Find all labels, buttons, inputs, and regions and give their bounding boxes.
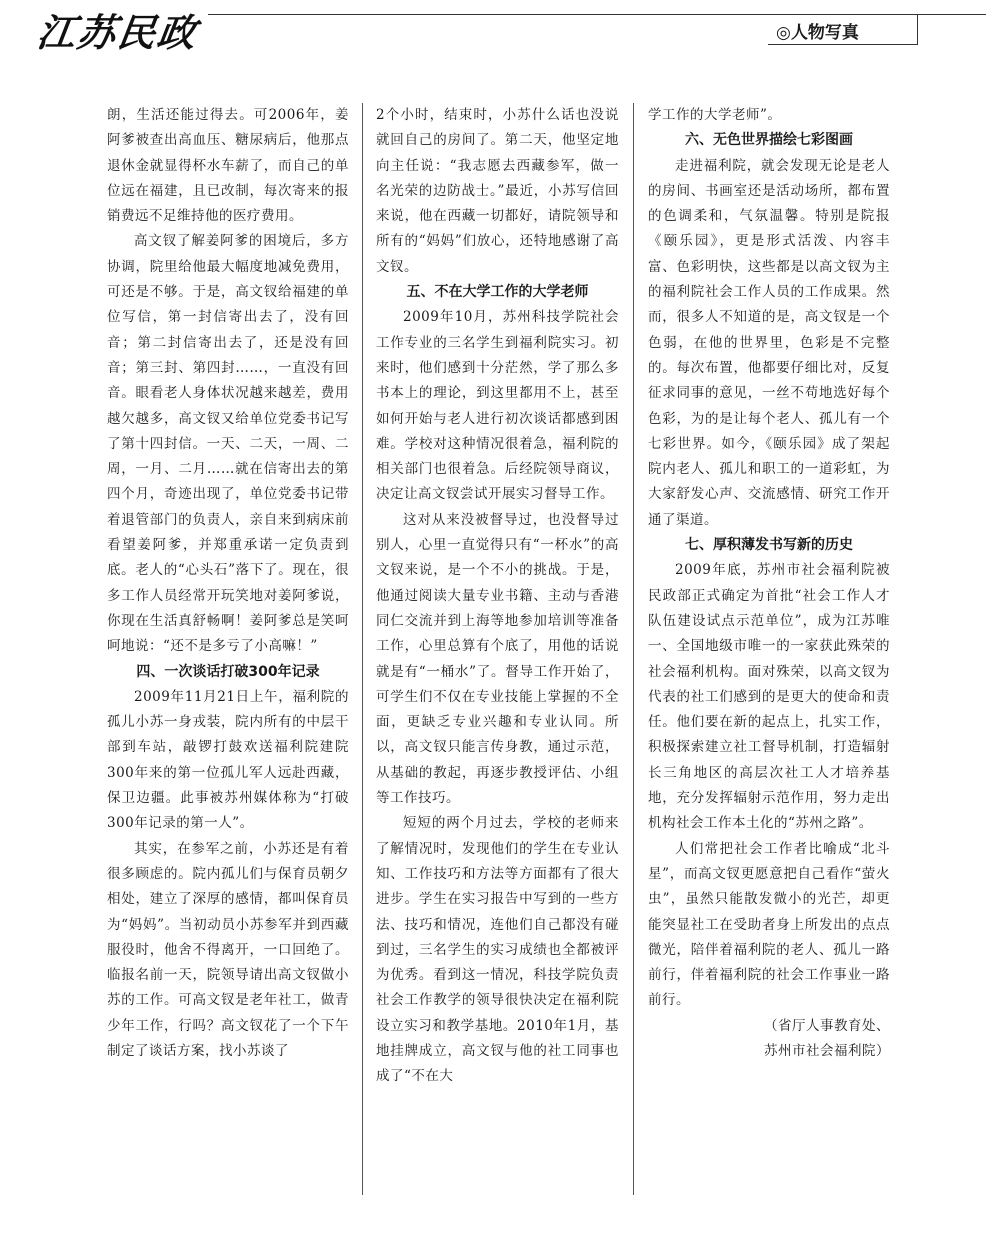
paragraph: 其实，在参军之前，小苏还是有着很多顾虑的。院内孤儿们与保育员朝夕相处，建立了深厚的感情，都叫保育员为“妈妈”。当初动员小苏参军并到西藏服役时，他舍不得离开，一口回绝了。临报名前一天，院领导请出高文钗做小苏的工作。可高文钗是老年社工，做青少年工作，行吗？高文钗花了一个下午制定了谈话方案，找小苏谈了	[107, 840, 349, 1059]
section-heading-6: 六、无色世界描绘七彩图画	[685, 132, 853, 149]
article-column-2	[376, 103, 619, 1090]
paragraph: 走进福利院，就会发现无论是老人的房间、书画室还是活动场所，都布置的色调柔和，气氛温馨。特别是院报《颐乐园》，更是形式活泼、内容丰富、色彩明快，这些都是以高文钗为主的福利院社会工作人员的工作成果。然而，很多人不知道的是，高文钗是一个色弱，在他的世界里，色彩是不完整的。每次布置，他都要仔细比对，反复征求同事的意见，一丝不苟地选好每个色彩，为的是让每个老人、孤儿有一个七彩世界。如今，《颐乐园》成了架起院内老人、孤儿和职工的一道彩虹，为大家舒发心声、交流感情、研究工作开通了渠道。	[648, 157, 890, 528]
section-heading-4: 四、一次谈话打破300年记录	[136, 663, 320, 680]
paragraph: 高文钗了解姜阿爹的困境后，多方协调，院里给他最大幅度地减免费用，可还是不够。于是，高文钗给福建的单位写信，第一封信寄出去了，没有回音；第二封信寄出去了，还是没有回音；第三封、第四封……，一直没有回音。眼看老人身体状况越来越差，费用越欠越多，高文钗又给单位党委书记写了第十四封信。一天、二天，一周、二周，一月、二月……就在信寄出去的第四个月，奇迹出现了，单位党委书记带着退管部门的负责人，亲自来到病床前看望姜阿爹，并郑重承诺一定负责到底。老人的“心头石”落下了。现在，很多工作人员经常开玩笑地对姜阿爹说，你现在生活真舒畅啊！姜阿爹总是笑呵呵地说：“还不是多亏了小高嘛！”	[107, 233, 349, 655]
section-heading-5: 五、不在大学工作的大学老师	[406, 284, 589, 301]
article-column-1	[107, 103, 349, 1064]
column-divider-2	[633, 103, 634, 1195]
section-heading-7: 七、厚积薄发书写新的历史	[685, 537, 853, 554]
section-tag-box	[768, 14, 918, 45]
paragraph: 2009年10月，苏州科技学院社会工作专业的三名学生到福利院实习。初来时，他们感到十分茫然，学了那么多书本上的理论，到这里都用不上，甚至如何开始与老人进行初次谈话都感到困难。学校对这种情况很着急，福利院的相关部门也很着急。后经院领导商议，决定让高文钗尝试开展实习督导工作。	[376, 309, 619, 503]
magazine-masthead: 江苏民政	[34, 10, 201, 55]
paragraph: 这对从来没被督导过，也没督导过别人，心里一直觉得只有“一杯水”的高文钗来说，是一个不小的挑战。于是，他通过阅读大量专业书籍、主动与香港同仁交流并到上海等地参加培训等准备工作，心里总算有个底了，用他的话说就是有“一桶水”了。督导工作开始了，可学生们不仅在专业技能上掌握的不全面，更缺乏专业兴趣和专业认同。所以，高文钗只能言传身教，通过示范，从基础的教起，再逐步教授评估、小组等工作技巧。	[376, 511, 619, 807]
source-credit-line-1: （省厅人事教育处、	[764, 1017, 890, 1034]
paragraph: 短短的两个月过去，学校的老师来了解情况时，发现他们的学生在专业认知、工作技巧和方法等方面都有了很大进步。学生在实习报告中写到的一些方法、技巧和情况，连他们自己都没有碰到过，三名学生的实习成绩也全都被评为优秀。看到这一情况，科技学院负责社会工作教学的领导很快决定在福利院设立实习和教学基地。2010年1月，基地挂牌成立，高文钗与他的社工同事也成了“不在大	[376, 815, 619, 1085]
paragraph: 人们常把社会工作者比喻成“北斗星”，而高文钗更愿意把自己看作“萤火虫”，虽然只能散发微小的光芒，却更能突显社工在受助者身上所发出的点点微光，陪伴着福利院的老人、孤儿一路前行，伴着福利院的社会工作事业一路前行。	[648, 840, 890, 1009]
paragraph: 学工作的大学老师”。	[648, 107, 782, 123]
article-column-3	[648, 103, 890, 1064]
column-divider-1	[362, 103, 363, 1195]
source-credit-line-2: 苏州市社会福利院）	[764, 1042, 890, 1059]
paragraph: 2个小时，结束时，小苏什么话也没说就回自己的房间了。第二天，他坚定地向主任说：“我志愿去西藏参军，做一名光荣的边防战士。”最近，小苏写信回来说，他在西藏一切都好，请院领导和所有的“妈妈”们放心，还特地感谢了高文钗。	[376, 107, 619, 275]
paragraph: 2009年底，苏州市社会福利院被民政部正式确定为首批“社会工作人才队伍建设试点示范单位”，成为江苏唯一、全国地级市唯一的一家获此殊荣的社会福利机构。面对殊荣，以高文钗为代表的社工们感到的是更大的使命和责任。他们要在新的起点上，扎实工作，积极探索建立社工督导机制，打造辐射长三角地区的高层次社工人才培养基地，充分发挥辐射示范作用，努力走出机构社会工作本土化的“苏州之路”。	[648, 562, 890, 832]
paragraph: 2009年11月21日上午，福利院的孤儿小苏一身戎装，院内所有的中层干部到车站，敲锣打鼓欢送福利院建院300年来的第一位孤儿军人远赴西藏，保卫边疆。此事被苏州媒体称为“打破300年记录的第一人”。	[107, 688, 349, 832]
paragraph: 朗，生活还能过得去。可2006年，姜阿爹被查出高血压、糖尿病后，他那点退休金就显得杯水车薪了，而自己的单位远在福建，且已改制，每次寄来的报销费远不足维持他的医疗费用。	[107, 107, 349, 225]
section-label: ◎人物写真	[776, 23, 859, 43]
